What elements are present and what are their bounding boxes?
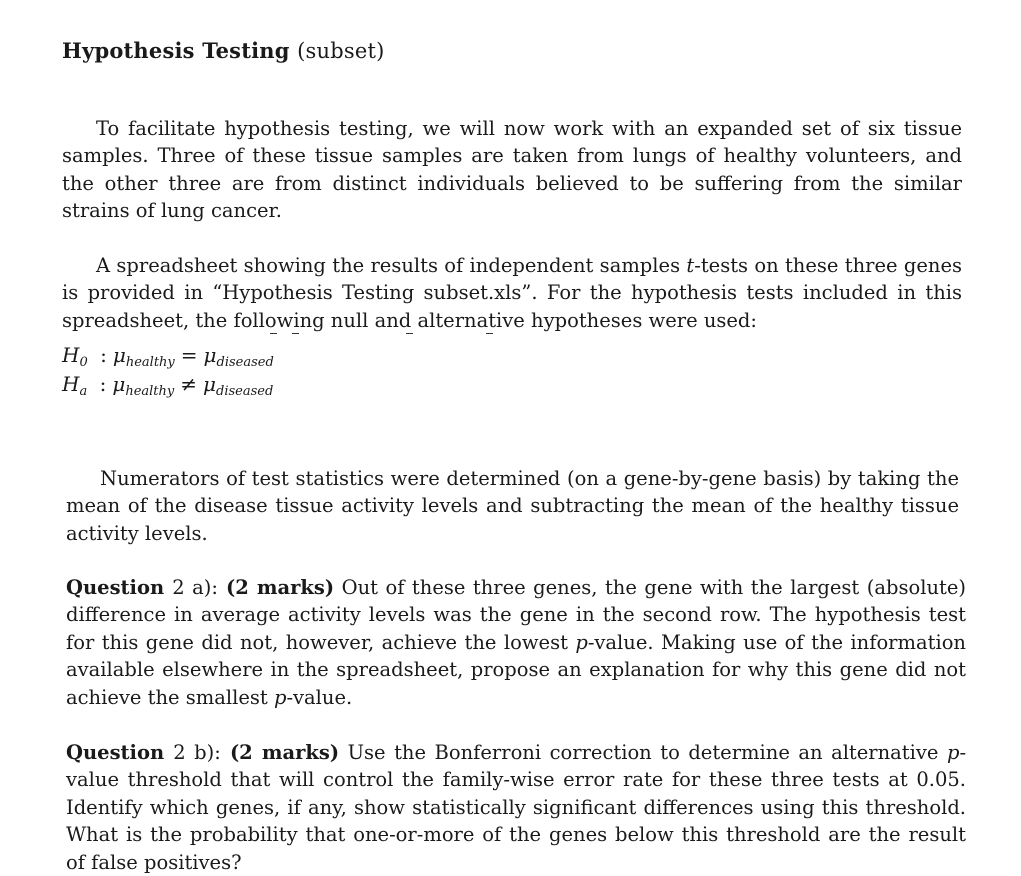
question-2a-text-3: -value. [286,686,352,709]
colon-separator: : [94,343,113,367]
spreadsheet-text-2: -tests on these three genes is provided in “Hypothesis Testing subset.xls”. For the hypothesis tests included in this spreadsheet, the following null and alternative hypotheses were used: [62,254,962,332]
mu-subscript-healthy: healthy [125,384,174,399]
question-word: Question [66,576,164,599]
intro-paragraph: To facilitate hypothesis testing, we will now work with an expanded set of six tissue samples. Three of these tissue samples are taken from lungs of healthy volunteers, and the other three are from distinct individuals believed to be suffering from the similar strains of lung cancer. [62,115,962,225]
equals-operator: = [175,343,204,367]
question-2a-text-1: Out of these three genes, the gene with the largest (absolute) difference in average activity levels was the gene in the second row. The hypothesis test for this gene did not, however, achieve the lowest [66,576,966,654]
p-symbol: p [575,631,587,654]
numerators-paragraph: Numerators of test statistics were determined (on a gene-by-gene basis) by taking the mean of the disease tissue activity levels and subtracting the mean of the healthy tissue activity levels. [66,465,959,548]
overline-mark [406,333,413,334]
mu-symbol: μ [203,372,216,396]
spreadsheet-paragraph [62,252,962,335]
mu-symbol: μ [112,372,125,396]
question-2a [66,574,966,712]
question-2a-label [66,576,334,599]
hypothesis-subscript: a [79,384,87,399]
question-2b [66,739,966,876]
question-2b-text-1: Use the Bonferroni correction to determine an alternative [339,741,947,764]
question-2a-text-2: -value. Making use of the information available elsewhere in the spreadsheet, propose an explanation for why this gene did not achieve the smallest [66,631,966,709]
alternative-hypothesis [62,372,273,399]
section-title: Hypothesis Testing [62,38,290,63]
mu-symbol: μ [204,343,217,367]
overline-mark [486,333,493,334]
question-number: 2 b): [173,741,221,764]
null-hypothesis [62,343,274,370]
question-2b-label [66,741,339,764]
hypothesis-symbol: H [62,343,79,367]
overline-mark [292,333,299,334]
p-symbol: p [274,686,286,709]
mu-subscript-diseased: diseased [216,384,273,399]
section-heading [62,38,385,63]
question-number: 2 a): [172,576,218,599]
overline-mark [270,333,277,334]
mu-symbol: μ [113,343,126,367]
section-title-suffix: (subset) [297,39,384,63]
spreadsheet-text-1: A spreadsheet showing the results of independent samples [96,254,686,277]
t-symbol: t [686,254,694,277]
question-marks: (2 marks) [226,576,334,599]
hypothesis-subscript: 0 [79,355,87,370]
hypothesis-symbol: H [62,372,79,396]
mu-subscript-diseased: diseased [217,355,274,370]
p-symbol: p [947,741,959,764]
colon-separator: : [94,372,113,396]
question-2b-text-2: -value threshold that will control the family-wise error rate for these three tests at 0.05. Identify which genes, if any, show statistically significant differences using this threshold. What is the probability that one-or-more of the genes below this threshold are the result of false positives? [66,741,966,874]
not-equals-operator: ≠ [174,372,203,396]
mu-subscript-healthy: healthy [126,355,175,370]
question-word: Question [66,741,164,764]
question-marks: (2 marks) [230,741,339,764]
